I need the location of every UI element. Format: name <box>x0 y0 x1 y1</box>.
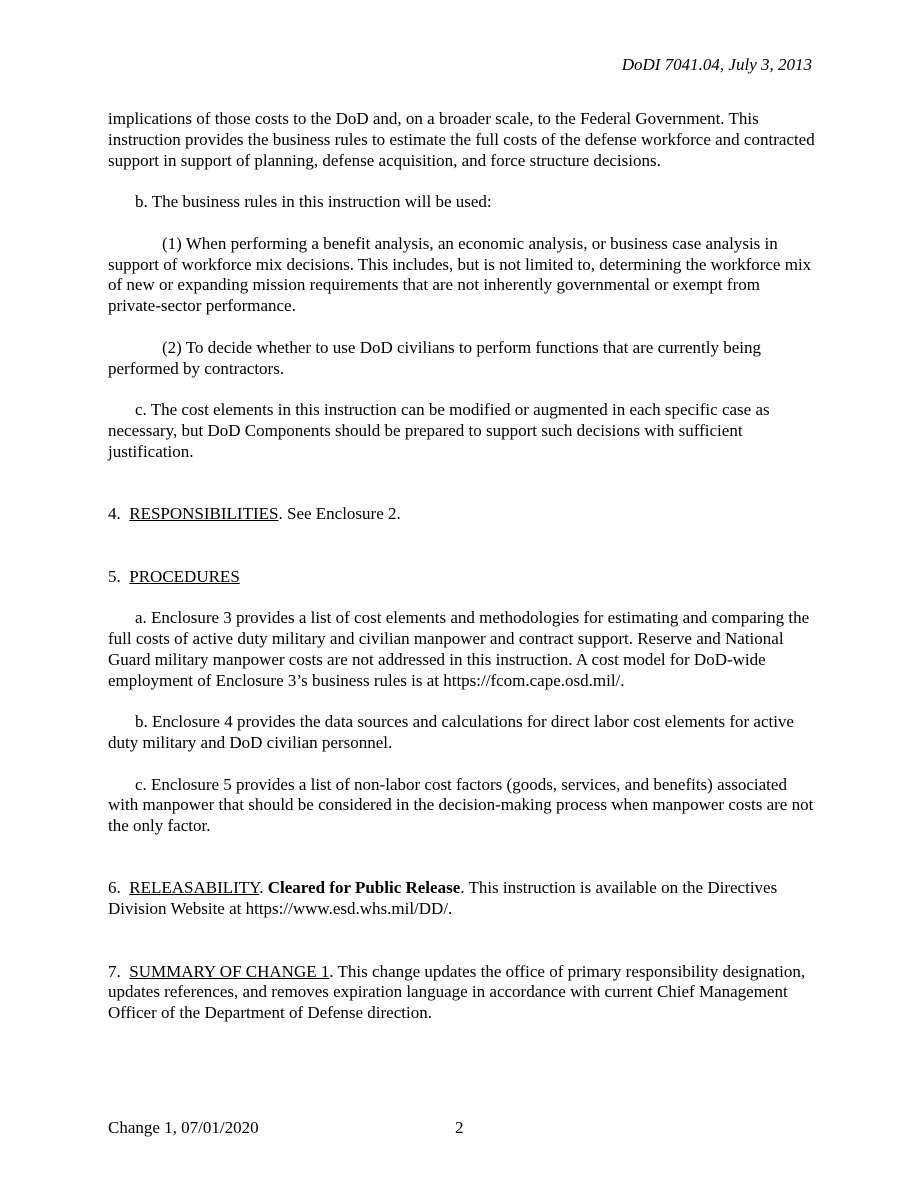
section-6-number: 6. <box>108 878 121 898</box>
section-7-number: 7. <box>108 961 121 981</box>
section-6 <box>108 878 816 920</box>
section-4-text: . See Enclosure 2. <box>278 504 401 524</box>
public-release-label: Cleared for Public Release <box>267 878 461 898</box>
paragraph-b1: (1) When performing a benefit analysis, an economic analysis, or business case analysis in support of workforce mix decisions. This includes, but is not limited to, determining the workforce mix of new or expanding mission requirements that are not inherently governmental or exempt from private-sector performance. <box>108 233 812 316</box>
section-5-heading: PROCEDURES <box>129 566 240 586</box>
section-4 <box>108 504 816 525</box>
section-6-text: . This instruction is available on the Directives Division Website at https://www.esd.whs.mil/DD/. <box>108 878 778 919</box>
section-4-heading: RESPONSIBILITIES <box>129 504 279 524</box>
paragraph-c: c. The cost elements in this instruction can be modified or augmented in each specific case as necessary, but DoD Components should be prepared to support such decisions with sufficient justification. <box>108 400 770 461</box>
paragraph-b: b. The business rules in this instruction will be used: <box>135 192 492 212</box>
section-7-text: . This change updates the office of primary responsibility designation, updates references, and removes expiration language in accordance with current Chief Management Officer of the Department of Defense direction. <box>108 961 806 1023</box>
section-5 <box>108 567 816 588</box>
section-5-number: 5. <box>108 566 121 586</box>
section-5-c: c. Enclosure 5 provides a list of non-labor cost factors (goods, services, and benefits) associated with manpower that should be considered in the decision-making process when manpower costs are not the only factor. <box>108 774 814 836</box>
paragraph-b2: (2) To decide whether to use DoD civilians to perform functions that are currently being performed by contractors. <box>108 337 761 378</box>
section-7 <box>108 962 816 1024</box>
section-5-b: b. Enclosure 4 provides the data sources and calculations for direct labor cost elements for active duty military and DoD civilian personnel. <box>108 712 794 752</box>
section-6-separator: . <box>259 878 268 898</box>
document-body <box>108 109 816 1024</box>
section-4-number: 4. <box>108 504 121 524</box>
section-5-a: a. Enclosure 3 provides a list of cost elements and methodologies for estimating and comparing the full costs of active duty military and civilian manpower and contract support. Reserve and National Guard military manpower costs are not addressed in this instruction. A cost model for DoD-wide employment of Enclosure 3’s business rules is at https://fcom.cape.osd.mil/. <box>108 608 810 690</box>
section-7-heading: SUMMARY OF CHANGE 1 <box>129 961 330 981</box>
footer-change: Change 1, 07/01/2020 <box>108 1118 259 1137</box>
page-number: 2 <box>455 1118 464 1137</box>
document-header: DoDI 7041.04, July 3, 2013 <box>621 55 812 74</box>
section-6-heading: RELEASABILITY <box>129 878 260 898</box>
intro-paragraph: implications of those costs to the DoD and, on a broader scale, to the Federal Government. This instruction provides the business rules to estimate the full costs of the defense workforce and contracted support in support of planning, defense acquisition, and force structure decisions. <box>108 109 815 170</box>
